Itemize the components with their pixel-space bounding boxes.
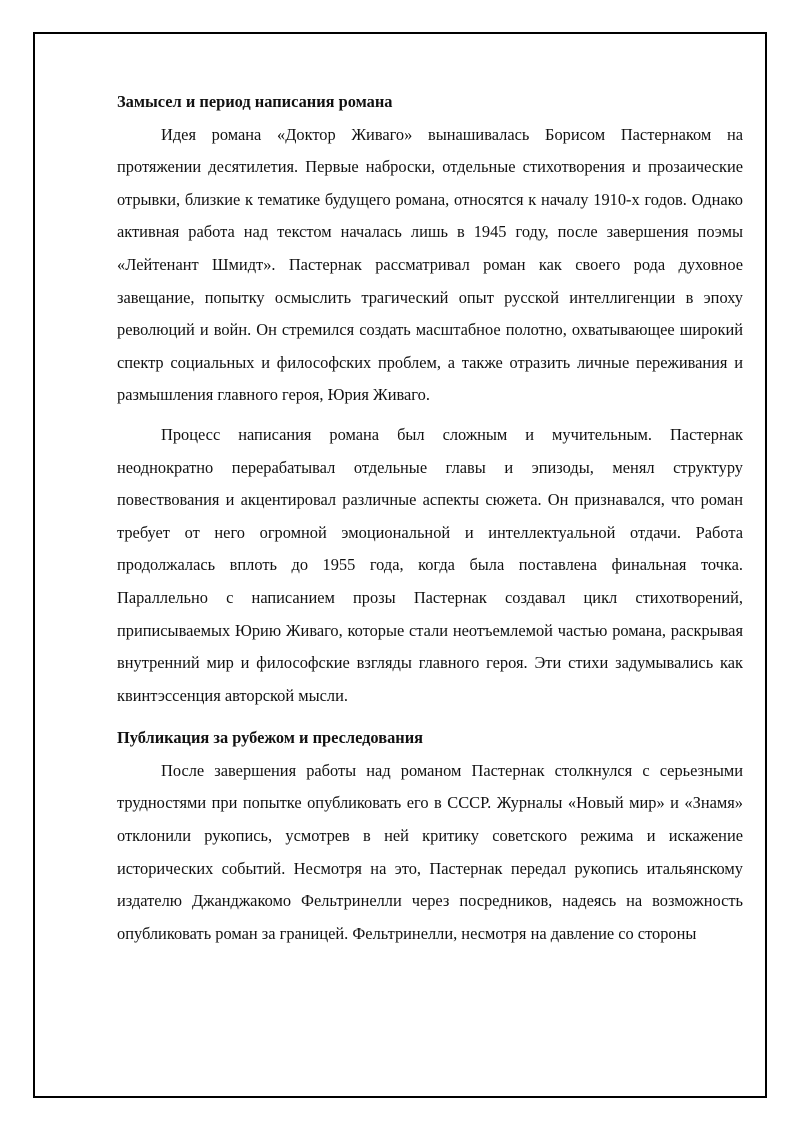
paragraph: Процесс написания романа был сложным и мучительным. Пастернак неоднократно перерабатывал отдельные главы и эпизоды, менял структуру повествования и акцентировал различные аспекты сюжета. Он признавался, что роман требует от него огромной эмоциональной и интеллектуальной отдачи. Работа продолжалась вплоть до 1955 года, когда была поставлена финальная точка. Параллельно с написанием прозы Пастернак создавал цикл стихотворений, приписываемых Юрию Живаго, которые стали неотъемлемой частью романа, раскрывая внутренний мир и философские взгляды главного героя. Эти стихи задумывались как квинтэссенция авторской мысли. (117, 424, 743, 705)
paragraph: Идея романа «Доктор Живаго» вынашивалась Борисом Пастернаком на протяжении десятилетия. Первые наброски, отдельные стихотворения и прозаические отрывки, близкие к тематике будущего романа, относятся к началу 1910-х годов. Однако активная работа над текстом началась лишь в 1945 году, после завершения поэмы «Лейтенант Шмидт». Пастернак рассматривал роман как своего рода духовное завещание, попытку осмыслить трагический опыт русской интеллигенции в эпоху революций и войн. Он стремился создать масштабное полотно, охватывающее широкий спектр социальных и философских проблем, а также отразить личные переживания и размышления главного героя, Юрия Живаго. (117, 124, 743, 405)
section-conception (117, 86, 743, 712)
paragraph: После завершения работы над романом Пастернак столкнулся с серьезными трудностями при попытке опубликовать его в СССР. Журналы «Новый мир» и «Знамя» отклонили рукопись, усмотрев в ней критику советского режима и искажение исторических событий. Несмотря на это, Пастернак передал рукопись итальянскому издателю Джанджакомо Фельтринелли через посредников, надеясь на возможность опубликовать роман за границей. Фельтринелли, несмотря на давление со стороны (117, 760, 743, 943)
section-heading: Публикация за рубежом и преследования (117, 728, 424, 748)
section-publication (117, 722, 743, 950)
document-body (117, 86, 743, 950)
section-heading: Замысел и период написания романа (117, 92, 393, 111)
